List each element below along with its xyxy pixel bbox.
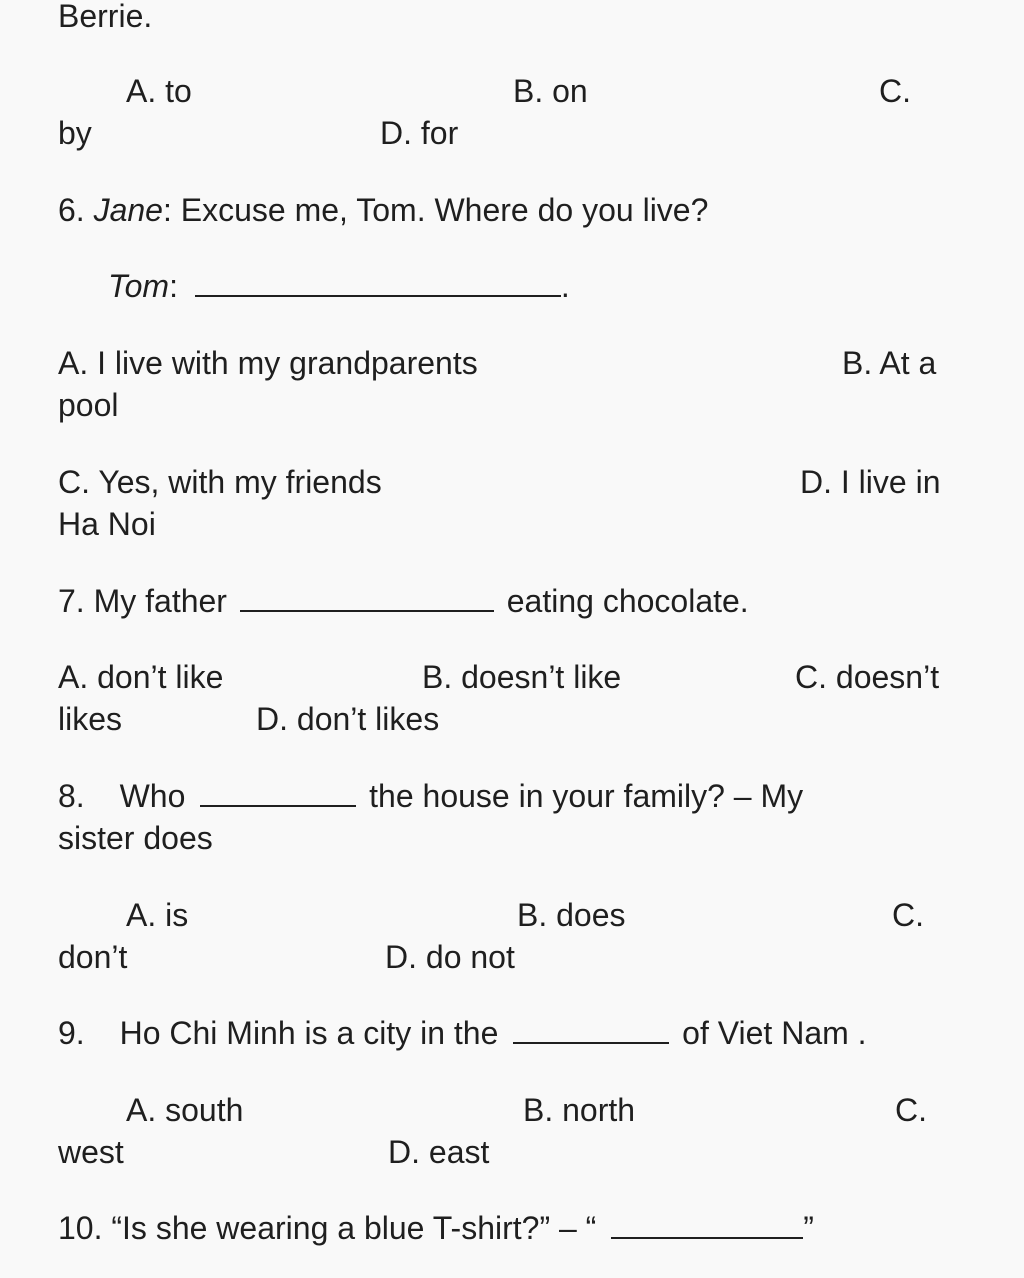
option-d: D. I live in: [800, 464, 941, 500]
option-a: A. to: [126, 73, 192, 109]
answer-blank[interactable]: [195, 265, 561, 297]
option-b: B. does: [517, 897, 626, 933]
question-6-response: [108, 265, 570, 307]
option-b: B. doesn’t like: [422, 659, 622, 695]
question-10-prompt: [58, 1207, 814, 1249]
option-c: C. Yes, with my friends: [58, 464, 382, 500]
question-text: 7. My father: [58, 583, 227, 619]
question-8-wrap: sister does: [58, 820, 213, 856]
colon: :: [169, 268, 178, 304]
answer-blank[interactable]: [240, 580, 494, 612]
option-d-text: Ha Noi: [58, 506, 156, 542]
option-a: A. south: [126, 1092, 244, 1128]
option-c-text: don’t: [58, 939, 128, 975]
question-number: 6.: [58, 192, 85, 228]
option-c: C.: [879, 73, 911, 109]
question-number: 8.: [58, 778, 85, 814]
speaker-jane: Jane: [93, 192, 163, 228]
question-text-end: of Viet Nam .: [682, 1015, 867, 1051]
answer-blank[interactable]: [513, 1012, 669, 1044]
option-b: B. At a: [842, 345, 937, 381]
question-6-prompt: [58, 189, 708, 231]
option-c: C.: [892, 897, 924, 933]
option-c: C.: [895, 1092, 927, 1128]
question-number: 9.: [58, 1015, 85, 1051]
speaker-tom: Tom: [108, 268, 170, 304]
option-d: D. east: [388, 1134, 490, 1170]
question-8-prompt: [58, 775, 803, 817]
question-9-prompt: [58, 1012, 867, 1054]
option-c-text: west: [58, 1134, 124, 1170]
question-text-end: the house in your family? – My: [369, 778, 804, 814]
option-c-text: likes: [58, 701, 123, 737]
closing-quote: ”: [803, 1210, 814, 1246]
option-d: D. for: [380, 115, 459, 151]
option-c-text: by: [58, 115, 92, 151]
question-7-prompt: [58, 580, 749, 622]
question-text: Who: [119, 778, 186, 814]
option-a: A. I live with my grandparents: [58, 345, 478, 381]
question-text: 10. “Is she wearing a blue T-shirt?” – “: [58, 1210, 597, 1246]
answer-blank[interactable]: [611, 1207, 803, 1239]
question-text: Ho Chi Minh is a city in the: [119, 1015, 499, 1051]
option-a: A. is: [126, 897, 189, 933]
option-d: D. do not: [385, 939, 515, 975]
option-c: C. doesn’t: [795, 659, 940, 695]
question-text-end: eating chocolate.: [506, 583, 749, 619]
carry-over-text: Berrie.: [58, 0, 153, 34]
option-d: D. don’t likes: [256, 701, 440, 737]
option-a: A. don’t like: [58, 659, 224, 695]
question-text: : Excuse me, Tom. Where do you live?: [162, 192, 709, 228]
option-b: B. north: [523, 1092, 636, 1128]
period: .: [560, 268, 570, 304]
option-b: B. on: [513, 73, 588, 109]
option-b-text: pool: [58, 387, 119, 423]
answer-blank[interactable]: [200, 775, 356, 807]
